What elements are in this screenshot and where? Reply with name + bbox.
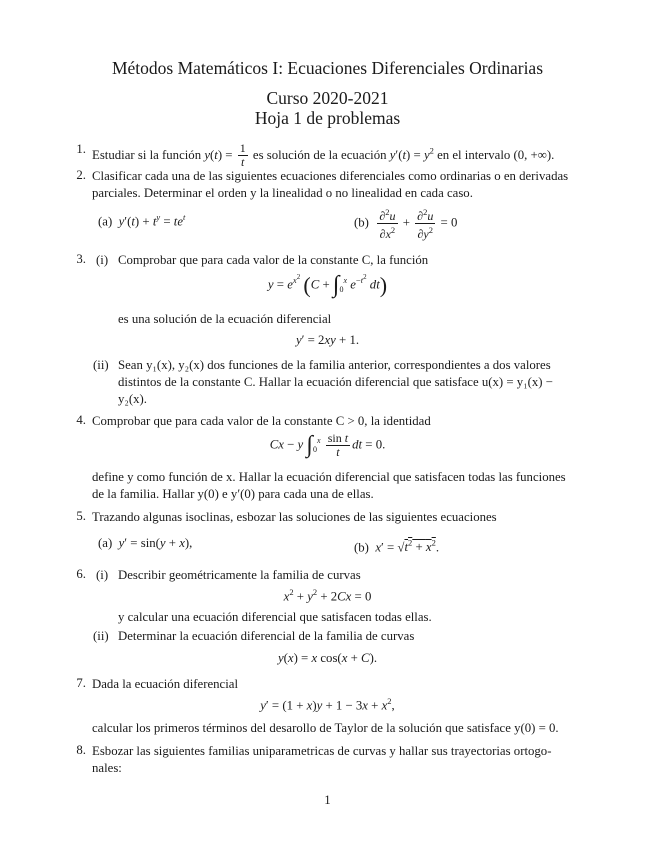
- p5-a-label: (a): [98, 536, 113, 550]
- problem-7-number: 7.: [76, 676, 86, 690]
- problem-3-formula-y: $y = e^{x^2}$ ($C + \int_0^x$ $e^{-t^2}$ dt): [267, 272, 388, 298]
- problem-6-number: 6.: [76, 567, 86, 581]
- problem-3-number: 3.: [76, 252, 86, 266]
- p2-b-label: (b): [354, 215, 369, 230]
- problem-7-line-2: calcular los primeros términos del desarollo de Taylor de la solución que satisface y(0) = 0.: [92, 721, 559, 735]
- p1-text-a: Estudiar si la función: [92, 148, 202, 162]
- problem-4-line-1: Comprobar que para cada valor de la constante C > 0, la identidad: [92, 414, 431, 428]
- problem-8-line-2: nales:: [92, 761, 122, 775]
- problem-4-formula: Cx − y $\int_0^x$ $\frac{\text{sin t}}{t}$ dt = 0.: [269, 431, 386, 459]
- problem-3-ii-line-2: distintos de la constante C. Hallar la ecuación diferencial que satisface u(x) = y₁(x) −: [118, 375, 553, 389]
- problem-8-number: 8.: [76, 743, 86, 757]
- problem-4-line-3: de la familia. Hallar y(0) e y′(0) para cada una de ellas.: [92, 487, 374, 501]
- problem-8-line-1: Esbozar las siguientes familias uniparametricas de curvas y hallar sus trayectorias ortogo-: [92, 744, 552, 758]
- problem-6-i-label: (i): [96, 568, 109, 582]
- page-number: 1: [324, 793, 331, 807]
- p1-text-c: en el intervalo (0, +∞).: [437, 148, 555, 162]
- problem-5b: (b) $x' = √t^2 + x^2$.: [354, 538, 440, 555]
- problem-5-line-1: Trazando algunas isoclinas, esbozar las soluciones de las siguientes ecuaciones: [92, 510, 497, 524]
- p1-text-b: es solución de la ecuación: [252, 148, 387, 162]
- problem-3-ii-line-3: y₂(x).: [118, 392, 147, 406]
- problem-3-ii-line-1: Sean y₁(x), y₂(x) dos funciones de la familia anterior, correspondientes a dos valores: [118, 358, 551, 372]
- problem-7-line-1: Dada la ecuación diferencial: [92, 677, 239, 691]
- p1-fraction: $\frac{1}{t}$: [239, 141, 246, 169]
- problem-6-formula-curve: y(x) = x cos(x + C).: [277, 651, 378, 665]
- problem-3-ii-label: (ii): [93, 358, 109, 372]
- problem-6-ii-label: (ii): [93, 629, 109, 643]
- problem-2-number: 2.: [76, 168, 86, 182]
- problem-2a: (a) $y'(t) + t^y = te^t$: [98, 212, 186, 229]
- problem-6-formula-circle: $x^2 + y^2 + 2Cx = 0$: [283, 587, 372, 604]
- problem-7-formula: $y' = (1 + x)y + 1 - 3x + x^2$,: [260, 696, 395, 713]
- problem-3-i-label: (i): [96, 253, 109, 267]
- p2-a-label: (a): [98, 214, 113, 229]
- problem-3-i-text: Comprobar que para cada valor de la constante C, la función: [118, 253, 429, 267]
- problem-6-i-text: Describir geométricamente la familia de curvas: [118, 568, 361, 582]
- sheet-title: Hoja 1 de problemas: [254, 108, 401, 128]
- problem-2b: (b) $\frac{\partial^2u}{\partial x^2}$ + $\frac{\partial^2u}{\partial y^2}$ = 0: [354, 207, 458, 241]
- document-title: Métodos Matemáticos I: Ecuaciones Diferenciales Ordinarias: [111, 58, 544, 78]
- problem-3-i-text-2: es una solución de la ecuación diferencial: [118, 312, 332, 326]
- problem-3-formula-ode: y′ = 2xy + 1.: [295, 333, 360, 347]
- problem-5-number: 5.: [76, 509, 86, 523]
- course-label: Curso 2020-2021: [266, 88, 389, 108]
- problem-6-ii-text: Determinar la ecuación diferencial de la familia de curvas: [118, 629, 415, 643]
- problem-1-number: 1.: [76, 142, 86, 156]
- problem-2-line-2: parciales. Determinar el orden y la linealidad o no linealidad en cada caso.: [92, 186, 473, 200]
- problem-4-line-2: define y como función de x. Hallar la ecuación diferencial que satisfacen todas las funciones: [92, 470, 566, 484]
- problem-2-line-1: Clasificar cada una de las siguientes ecuaciones diferenciales como ordinarias o en derivadas: [92, 169, 569, 183]
- problem-4-number: 4.: [76, 413, 86, 427]
- p5-b-label: (b): [354, 540, 369, 555]
- problem-1: Estudiar si la función y(t) = $\frac{1}{t}$ es solución de la ecuación $y'(t) = y^2$ en el intervalo (0, +∞).: [92, 141, 555, 169]
- problem-5a: (a) y′ = sin(y + x),: [98, 536, 193, 550]
- problem-6-i-text-2: y calcular una ecuación diferencial que satisfacen todas ellas.: [118, 610, 432, 624]
